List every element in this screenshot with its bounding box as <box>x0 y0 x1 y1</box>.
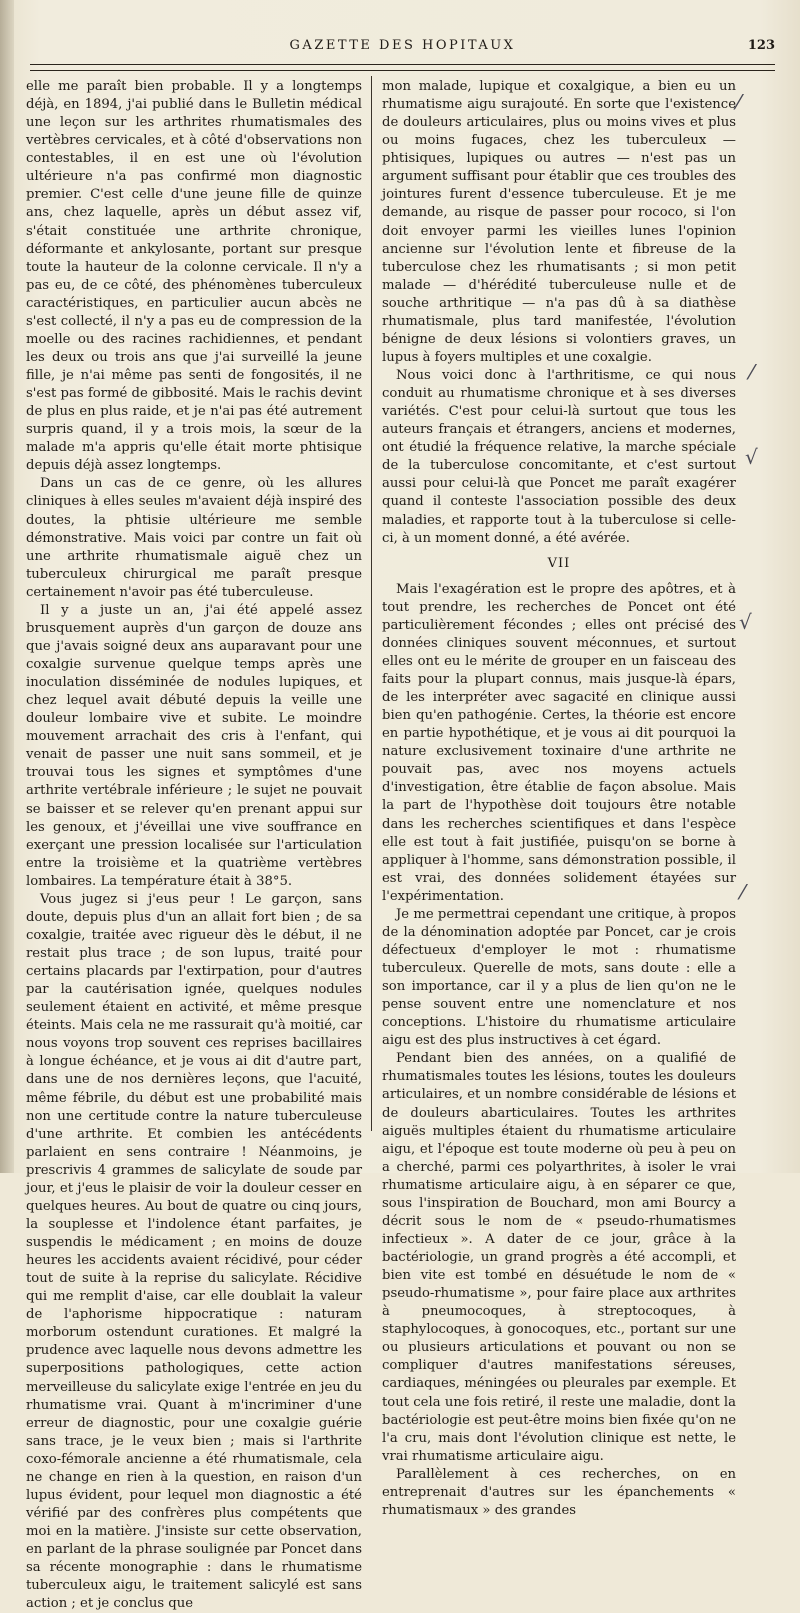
right-column <box>382 78 736 1520</box>
paragraph: Mais l'exagération est le propre des apôtres, et à tout prendre, les recherches de Poncet ont été particulièrement fécondes ; elles ont précisé des données cliniques souvent méconnues, et surtout elles ont eu le mérite de grouper en un faisceau des faits pour la plupart connus, mais jusque-là épars, de les interpréter avec sagacité en clinique aussi bien qu'en pathogénie. Certes, la théorie est encore en partie hypothétique, et je vous ai dit pourquoi la nature exclusivement toxinaire d'une arthrite ne pouvait pas, avec nos moyens actuels d'investigation, être établie de façon absolue. Mais la part de l'hypothèse doit toujours être notable dans les recherches scientifiques et dans l'espèce elle est tout à fait justifiée, puisqu'on se borne à appliquer à l'homme, sans démonstration possible, il est vrai, des données solidement étayées sur l'expérimentation. <box>382 581 736 904</box>
section-heading: VII <box>547 555 571 571</box>
pencil-check-mark: √ <box>739 610 752 634</box>
pencil-tick-mark: ⁄ <box>741 880 745 904</box>
paragraph: mon malade, lupique et coxalgique, a bien eu un rhumatisme aigu surajouté. En sorte que l'existence de douleurs articulaires, plus ou moins vives et plus ou moins fugaces, chez les tuberculeux — phtisiques, lupiques ou autres — n'est pas un argument suffisant pour établir que ces troubles des jointures furent d'essence tuberculeuse. Et je me demande, au risque de passer pour rococo, si l'on doit envoyer parmi les vieilles lunes l'opinion ancienne sur l'évolution lente et fibreuse de la tuberculose chez les rhumatisants ; si mon petit malade — d'hérédité tuberculeuse nulle et de souche arthritique — n'a pas dû à sa diathèse rhumatismale, plus tard manifestée, l'évolution bénigne de deux lésions si volontiers graves, un lupus à foyers multiples et une coxalgie. <box>382 79 736 365</box>
page-number: 123 <box>747 38 775 53</box>
paragraph: Dans un cas de ce genre, où les allures cliniques à elles seules m'avaient déjà inspiré des doutes, la phtisie ultérieure me semble démonstrative. Mais voici par contre un fait où une arthrite rhumatismale aiguë chez un tuberculeux chirurgical me paraît presque certainement n'avoir pas été tuberculeuse. <box>26 476 362 600</box>
paragraph: Je me permettrai cependant une critique, à propos de la dénomination adoptée par Poncet, car je crois défectueux d'employer le mot : rhumatisme tuberculeux. Querelle de mots, sans doute : elle a son importance, car il y a plus de lien qu'on ne le pense souvent entre une nomenclature et nos conceptions. L'histoire du rhumatisme articulaire aigu est des plus instructives à cet égard. <box>382 906 736 1049</box>
margin-annotations <box>737 70 795 1170</box>
left-column <box>26 78 362 1613</box>
column-divider <box>371 76 372 1131</box>
pencil-tick-mark: ⁄ <box>737 90 741 114</box>
paragraph: Pendant bien des années, on a qualifié de rhumatismales toutes les lésions, toutes les douleurs articulaires, et un nombre considérable de lésions et de douleurs abarticulaires. Toutes les arthrites aiguës multiples étaient du rhumatisme articulaire aigu, et l'époque est toute moderne où peu à peu on a cherché, parmi ces polyarthrites, à isoler le vrai rhumatisme articulaire aigu, à en séparer ce que, sous l'inspiration de Bouchard, mon ami Bourcy a décrit sous le nom de « pseudo-rhumatismes infectieux ». A dater de ce jour, grâce à la bactériologie, un grand progrès a été accompli, et bien vite est tombé en désuétude le nom de « pseudo-rhumatisme », pour faire place aux arthrites à pneumocoques, à streptocoques, à staphylocoques, à gonocoques, etc., portant sur une ou plusieurs articulations et pouvant ou non se compliquer d'autres manifestations séreuses, cardiaques, méningées ou pleurales par exemple. Et tout cela une fois retiré, il reste une maladie, dont la bactériologie est peut-être moins bien fixée qu'on ne l'a cru, mais dont l'évolution clinique est nette, le vrai rhumatisme articulaire aigu. <box>382 1051 736 1464</box>
header-rule-thin <box>30 70 775 71</box>
pencil-tick-mark: ⁄ <box>750 360 754 384</box>
header-rule <box>30 64 775 65</box>
pencil-check-mark: √ <box>745 445 758 469</box>
paragraph: elle me paraît bien probable. Il y a longtemps déjà, en 1894, j'ai publié dans le Bulletin médical une leçon sur les arthrites rhumatismales des vertèbres cervicales, et à côté d'observations non contestables, il en est une où l'évolution ultérieure n'a pas confirmé mon diagnostic premier. C'est celle d'une jeune fille de quinze ans, chez laquelle, après un début assez vif, s'était constituée une arthrite chronique, déformante et ankylosante, portant sur presque toute la hauteur de la colonne cervicale. Il n'y a pas eu, de ce côté, des phénomènes tuberculeux caractéristiques, en particulier aucun abcès ne s'est collecté, il n'y a pas eu de compression de la moelle ou des racines rachidiennes, et pendant les deux ou trois ans que j'ai surveillé la jeune fille, je n'ai même pas senti de fongosités, il ne s'est pas formé de gibbosité. Mais le rachis devint de plus en plus raide, et je n'ai pas été autrement surpris quand, il y a trois mois, la sœur de la malade m'a appris qu'elle était morte phtisique depuis déjà assez longtemps. <box>26 79 362 474</box>
paragraph: Parallèlement à ces recherches, on en entreprenait d'autres sur les épanchements « rhumatismaux » des grandes <box>382 1466 736 1518</box>
running-header <box>30 38 775 60</box>
paragraph: Il y a juste un an, j'ai été appelé assez brusquement auprès d'un garçon de douze ans que j'avais soigné deux ans auparavant pour une coxalgie survenue quelque temps après une inoculation disséminée de nodules lupiques, et chez lequel avait débuté depuis la veille une douleur lombaire vive et subite. Le moindre mouvement arrachait des cris à l'enfant, qui venait de passer une nuit sans sommeil, et je trouvai tous les signes et symptômes d'une arthrite vertébrale inférieure ; le sujet ne pouvait se baisser et se relever qu'en prenant appui sur les genoux, et j'éveillai une vive souffrance en exerçant une pression localisée sur l'articulation entre la troisième et la quatrième vertèbres lombaires. La température était à 38°5. <box>26 602 362 889</box>
binding-edge <box>0 0 14 1173</box>
paragraph: Nous voici donc à l'arthritisme, ce qui nous conduit au rhumatisme chronique et à ses diverses variétés. C'est pour celui-là surtout que tous les auteurs français et étrangers, anciens et modernes, ont étudié la fréquence relative, la marche spéciale de la tuberculose concomitante, et c'est surtout aussi pour celui-là que Poncet me paraît exagérer quand il conteste l'association possible des deux maladies, et rapporte tout à la tuberculose si celle-ci, à un moment donné, a été avérée. <box>382 368 736 546</box>
paragraph: Vous jugez si j'eus peur ! Le garçon, sans doute, depuis plus d'un an allait fort bien ; de sa coxalgie, traitée avec rigueur dès le début, il ne restait plus trace ; de son lupus, traité pour certains placards par l'extirpation, pour d'autres par la cautérisation ignée, quelques nodules seulement étaient en activité, et même presque éteints. Mais cela ne me rassurait qu'à moitié, car nous voyons trop souvent ces reprises bacillaires à longue échéance, et je vous ai dit d'autre part, dans une de nos dernières leçons, que l'acuité, même fébrile, du début est une probabilité mais non une certitude contre la nature tuberculeuse d'une arthrite. Et combien les antécédents parlaient en sens contraire ! Néanmoins, je prescrivis 4 grammes de salicylate de soude par jour, et j'eus le plaisir de voir la douleur cesser en quelques heures. Au bout de quatre ou cinq jours, la souplesse et l'indolence étant parfaites, je suspendis le médicament ; en moins de douze heures les accidents avaient récidivé, pour céder tout de suite à la reprise du salicylate. Récidive qui me remplit d'aise, car elle doublait la valeur de l'aphorisme hippocratique : naturam morborum ostendunt curationes. Et malgré la prudence avec laquelle nous devons admettre les superpositions pathologiques, cette action merveilleuse du salicylate exige l'entrée en jeu du rhumatisme vrai. Quant à m'incriminer d'une erreur de diagnostic, pour une coxalgie guérie sans trace, je le veux bien ; mais si l'arthrite coxo-fémorale ancienne a été rhumatismale, cela ne change en rien à la question, en raison d'un lupus évident, pour lequel mon diagnostic a été vérifié par des confrères plus compétents que moi en la matière. J'insiste sur cette observation, en parlant de la phrase soulignée par Poncet dans sa récente monographie : dans le rhumatisme tuberculeux aigu, le traitement salicylé est sans action ; et je conclus que <box>26 891 362 1612</box>
journal-title: GAZETTE DES HOPITAUX <box>289 38 516 53</box>
